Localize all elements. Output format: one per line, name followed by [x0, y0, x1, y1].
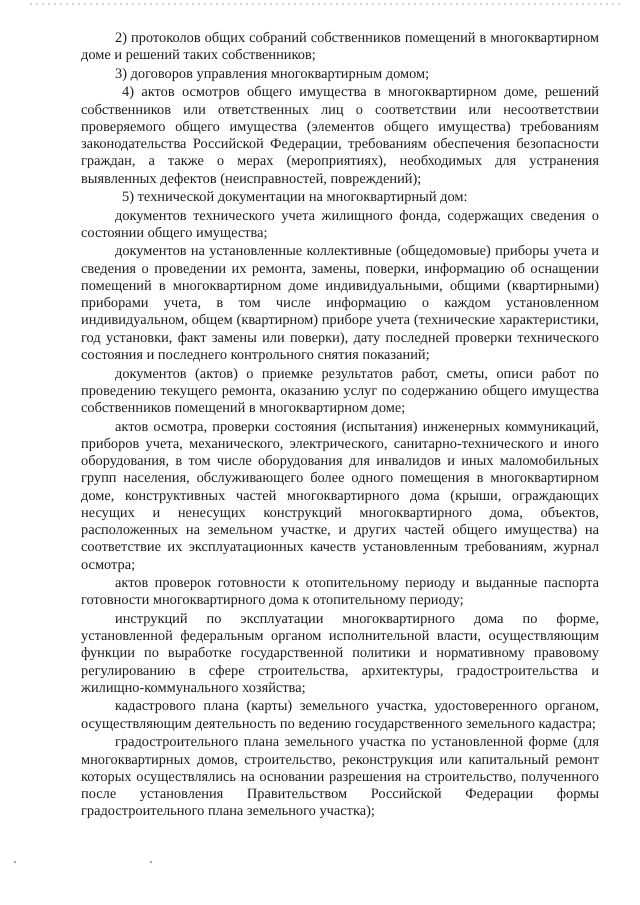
paragraph-management-contracts: 3) договоров управления многоквартирным домом; [115, 65, 430, 82]
paragraph-heating-readiness: актов проверок готовности к отопительному периоду и выданные паспорта готовности многоквартирного дома к отопительному периоду; [81, 575, 599, 609]
paragraph-inspection-acts: 4) актов осмотров общего имущества в многоквартирном доме, решений собственников или ответственных лиц о соответствии или несоответствии проверяемого общего имущества (элементов общего имущества) требованиям законодательства Российской Федерации, требованиям обеспечения безопасности граждан, а также о мерах (мероприятиях), необходимых для устранения выявленных дефектов (неисправностей, повреждений); [81, 84, 599, 187]
scan-top-edge-noise [30, 3, 620, 5]
document-page [81, 30, 599, 821]
scan-speck [150, 861, 152, 863]
paragraph-metering-devices: документов на установленные коллективные (общедомовые) приборы учета и сведения о проведении их ремонта, замены, поверки, информацию об оснащении помещений в многоквартирном доме индивидуальными, общими (квартирными) приборами учета, в том числе информацию о каждом установленном индивидуальном, общем (квартирном) приборе учета (технические характеристики, год установки, факт замены или поверки), дату последней проверки технического состояния и последнего контрольного снятия показаний; [81, 243, 599, 363]
paragraph-acceptance-acts: документов (актов) о приемке результатов работ, сметы, описи работ по проведению текущего ремонта, оказанию услуг по содержанию общего имущества собственников помещений в многоквартирном доме; [81, 365, 599, 417]
paragraph-cadastral-plan: кадастрового плана (карты) земельного участка, удостоверенного органом, осуществляющим деятельность по ведению государственного земельного кадастра; [81, 698, 599, 732]
paragraph-technical-accounting: документов технического учета жилищного фонда, содержащих сведения о состоянии общего имущества; [81, 207, 599, 241]
paragraph-operating-instructions: инструкций по эксплуатации многоквартирного дома по форме, установленной федеральным органом исполнительной власти, осуществляющим функции по выработке государственной политики и нормативному правовому регулированию в сфере строительства, архитектуры, градостроительства и жилищно-коммунального хозяйства; [81, 610, 599, 696]
paragraph-urban-planning-plan: градостроительного плана земельного участка по установленной форме (для многоквартирных домов, строительство, реконструкция или капитальный ремонт которых осуществлялись на основании разрешения на строительство, полученного после установления Правительством Российской Федерации формы градостроительного плана земельного участка); [81, 734, 599, 820]
paragraph-protocols: 2) протоколов общих собраний собственников помещений в многоквартирном доме и решений таких собственников; [81, 30, 599, 64]
scan-speck [14, 861, 16, 863]
paragraph-inspection-equipment: актов осмотра, проверки состояния (испытания) инженерных коммуникаций, приборов учета, механического, электрического, санитарно-технического и иного оборудования, в том числе оборудования для инвалидов и иных маломобильных групп населения, обслуживающего более одного помещения в многоквартирном доме, конструктивных частей многоквартирного дома (крыши, ограждающих несущих и ненесущих конструкций многоквартирного дома, объектов, расположенных на земельном участке, и других частей общего имущества) на соответствие их эксплуатационных качеств установленным требованиям, журнал осмотра; [81, 418, 599, 573]
paragraph-technical-documentation: 5) технической документации на многоквартирный дом: [122, 189, 468, 206]
